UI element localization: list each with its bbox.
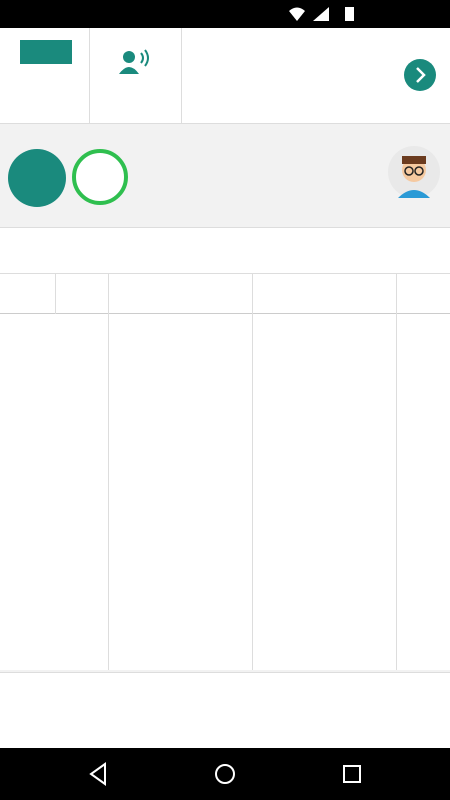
- assignments-table: [0, 274, 450, 670]
- voice-recording-icon: [118, 48, 154, 80]
- student-card: [0, 124, 450, 228]
- attendance-button[interactable]: [72, 149, 128, 205]
- column-divider: [396, 274, 397, 670]
- next-button[interactable]: [404, 59, 436, 91]
- system-nav-bar: [0, 748, 450, 800]
- chevron-right-icon: [404, 59, 436, 91]
- home-icon[interactable]: [213, 762, 237, 786]
- recitation-button[interactable]: [90, 28, 182, 124]
- avatar: [388, 146, 440, 198]
- column-divider: [252, 274, 253, 670]
- back-icon[interactable]: [87, 762, 109, 786]
- day-name: [20, 40, 72, 64]
- plan-badge[interactable]: [8, 149, 66, 207]
- status-bar: [0, 0, 450, 28]
- header-card: [0, 28, 450, 124]
- battery-icon: [345, 7, 354, 21]
- signal-icon: [313, 7, 329, 21]
- recents-icon[interactable]: [342, 762, 362, 786]
- summary-bar: [0, 672, 450, 748]
- column-divider: [55, 274, 56, 314]
- column-divider: [108, 274, 109, 670]
- date-box: [0, 28, 90, 124]
- table-header: [0, 274, 450, 314]
- status-icons: [287, 5, 359, 23]
- plan-row: [0, 228, 450, 274]
- wifi-icon: [289, 8, 305, 22]
